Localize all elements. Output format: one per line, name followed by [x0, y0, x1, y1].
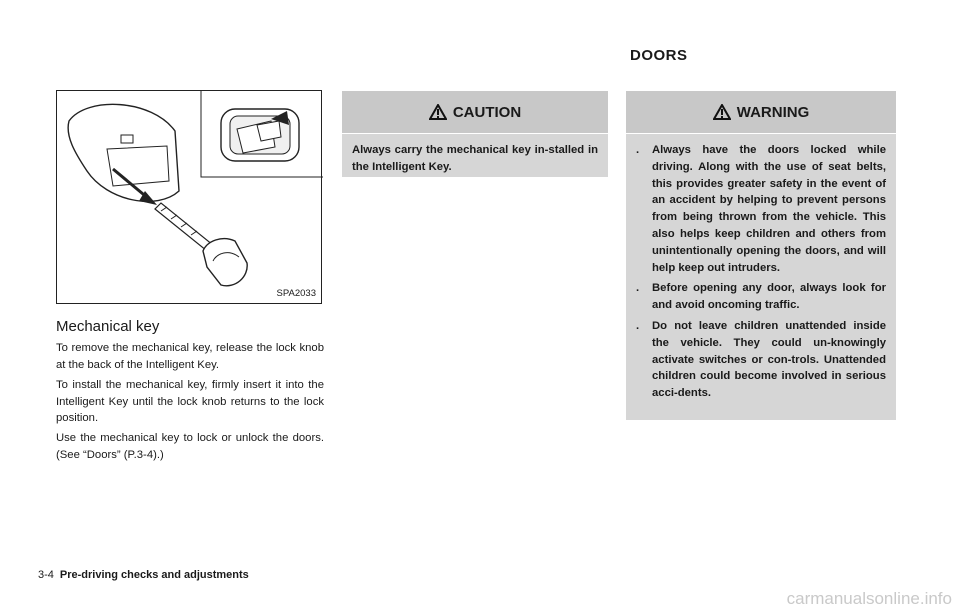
- warning-item-text: Do not leave children unattended inside the vehicle. They could un-knowingly activate switches or con-trols. Unattended children could become involved in serious acci-dents.: [652, 319, 886, 400]
- warning-list: [626, 134, 896, 414]
- chapter-title: Pre-driving checks and adjustments: [59, 569, 249, 581]
- figure-code: SPA2033: [276, 288, 316, 299]
- list-item: [636, 142, 886, 276]
- bullet: .: [636, 282, 640, 295]
- key-illustration: [56, 90, 322, 304]
- watermark: carmanualsonline.info: [786, 589, 952, 608]
- warning-triangle-icon: [429, 104, 447, 120]
- warning-item-text: Always have the doors locked while driving. Along with the use of seat belts, this provides greater safety in the event of an accident by helping to prevent persons from being thrown from the vehicle. This also helps keep children and others from unintentionally opening the doors, and will help keep out intruders.: [652, 144, 886, 274]
- warning-header: [626, 91, 896, 134]
- caution-box: [342, 91, 608, 177]
- mechanical-key-heading: Mechanical key: [56, 318, 160, 335]
- caution-text: Always carry the mechanical key in-stalled in the Intelligent Key.: [352, 144, 598, 173]
- page-number: 3-4: [38, 569, 54, 581]
- bullet: .: [636, 144, 640, 156]
- warning-item-text: Before opening any door, always look for and avoid oncoming traffic.: [652, 282, 886, 312]
- list-item: [636, 318, 886, 402]
- paragraph-remove: To remove the mechanical key, release the lock knob at the back of the Intelligent Key.: [56, 342, 324, 371]
- list-item: [636, 280, 886, 314]
- section-title: DOORS: [630, 47, 688, 64]
- warning-triangle-icon: [713, 104, 731, 120]
- paragraph-install: To install the mechanical key, firmly insert it into the Intelligent Key until the lock knob returns to the lock position.: [56, 379, 324, 424]
- caution-header: [342, 91, 608, 134]
- warning-box: [626, 91, 896, 420]
- bullet: .: [636, 319, 640, 332]
- key-drawing: [57, 91, 323, 305]
- page-footer: [38, 569, 249, 581]
- warning-label: WARNING: [736, 103, 810, 121]
- paragraph-use: Use the mechanical key to lock or unlock the doors. (See “Doors” (P.3-4).): [56, 432, 324, 461]
- caution-label: CAUTION: [452, 103, 522, 121]
